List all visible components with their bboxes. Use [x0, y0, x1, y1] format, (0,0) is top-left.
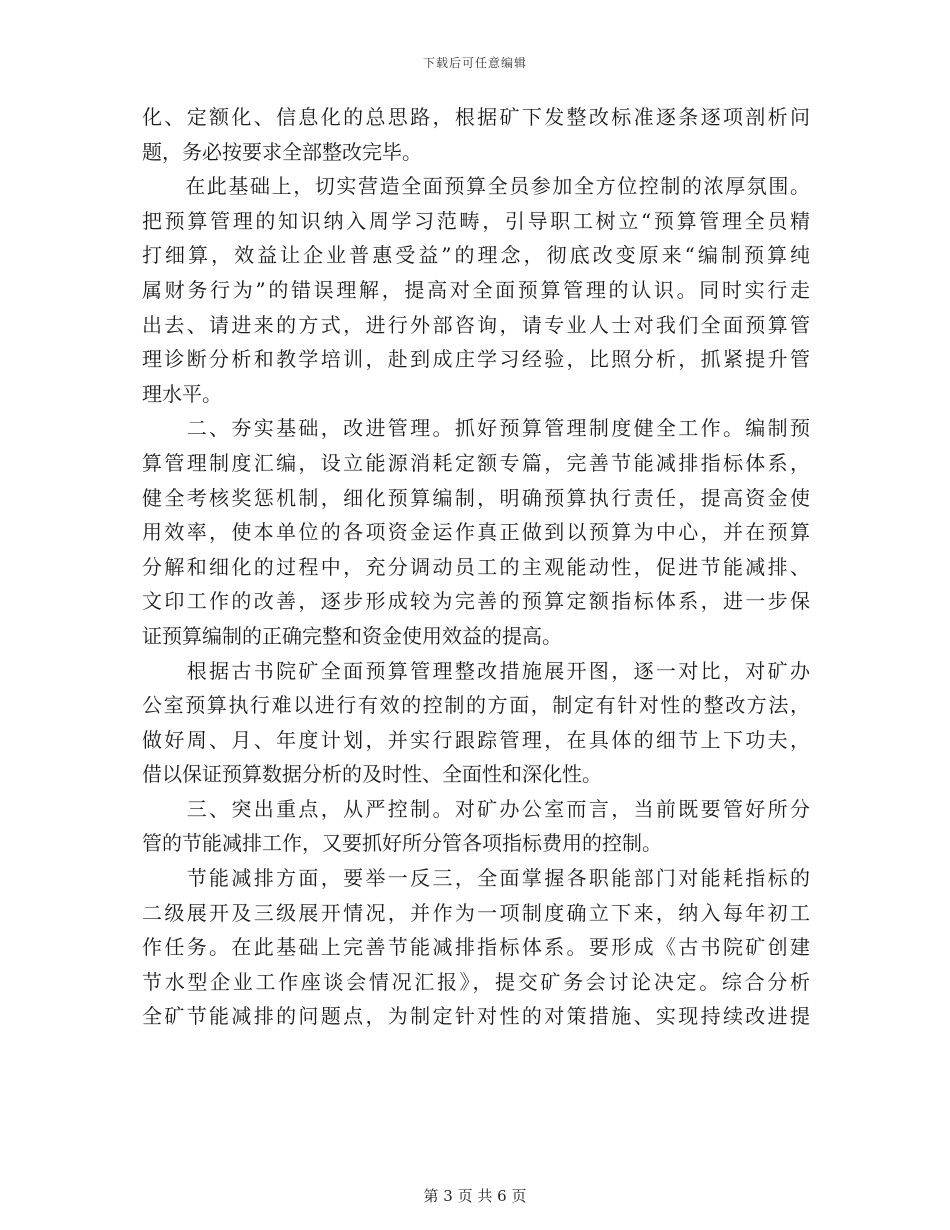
text-line: 借以保证预算数据分析的及时性、全面性和深化性。 — [142, 762, 602, 787]
text-line: 把预算管理的知识纳入周学习范畴，引导职工树立“预算管理全员精 — [142, 208, 810, 233]
document-body — [142, 100, 810, 1034]
text-line: 分解和细化的过程中，充分调动员工的主观能动性，促进节能减排、 — [142, 554, 810, 579]
page-number-footer: 第 3 页 共 6 页 — [423, 1187, 527, 1205]
text-line: 作任务。在此基础上完善节能减排指标体系。要形成《古书院矿创建 — [142, 935, 810, 960]
text-line: 健全考核奖惩机制，细化预算编制，明确预算执行责任，提高资金使 — [142, 485, 810, 510]
text-line: 题，务必按要求全部整改完毕。 — [142, 139, 422, 164]
text-line: 三、突出重点，从严控制。对矿办公室而言，当前既要管好所分 — [142, 796, 810, 821]
text-line: 全矿节能减排的问题点，为制定针对性的对策措施、实现持续改进提 — [142, 1004, 810, 1029]
text-line: 二级展开及三级展开情况，并作为一项制度确立下来，纳入每年初工 — [142, 900, 810, 925]
text-line: 理诊断分析和教学培训，赴到成庄学习经验，比照分析，抓紧提升管 — [142, 347, 810, 372]
text-line: 节能减排方面，要举一反三，全面掌握各职能部门对能耗指标的 — [142, 866, 810, 891]
text-line: 属财务行为”的错误理解，提高对全面预算管理的认识。同时实行走 — [142, 277, 810, 302]
text-line: 二、夯实基础，改进管理。抓好预算管理制度健全工作。编制预 — [142, 416, 810, 441]
text-line: 算管理制度汇编，设立能源消耗定额专篇，完善节能减排指标体系， — [142, 450, 810, 475]
text-line: 证预算编制的正确完整和资金使用效益的提高。 — [142, 623, 562, 648]
text-line: 用效率，使本单位的各项资金运作真正做到以预算为中心，并在预算 — [142, 520, 810, 545]
text-line: 做好周、月、年度计划，并实行跟踪管理，在具体的细节上下功夫， — [142, 727, 810, 752]
text-line: 化、定额化、信息化的总思路，根据矿下发整改标准逐条逐项剖析问 — [142, 105, 810, 129]
text-line: 在此基础上，切实营造全面预算全员参加全方位控制的浓厚氛围。 — [142, 174, 810, 199]
text-line: 理水平。 — [142, 381, 222, 406]
text-line: 根据古书院矿全面预算管理整改措施展开图，逐一对比，对矿办 — [142, 658, 810, 683]
text-line: 文印工作的改善，逐步形成较为完善的预算定额指标体系，进一步保 — [142, 589, 810, 614]
text-line: 打细算，效益让企业普惠受益”的理念，彻底改变原来“编制预算纯 — [142, 243, 810, 268]
text-line: 管的节能减排工作，又要抓好所分管各项指标费用的控制。 — [142, 831, 662, 856]
text-line: 节水型企业工作座谈会情况汇报》，提交矿务会讨论决定。综合分析 — [142, 969, 810, 994]
page-header: 下载后可任意编辑 — [422, 56, 527, 70]
text-line: 出去、请进来的方式，进行外部咨询，请专业人士对我们全面预算管 — [142, 312, 810, 337]
text-line: 公室预算执行难以进行有效的控制的方面，制定有针对性的整改方法， — [142, 693, 810, 718]
